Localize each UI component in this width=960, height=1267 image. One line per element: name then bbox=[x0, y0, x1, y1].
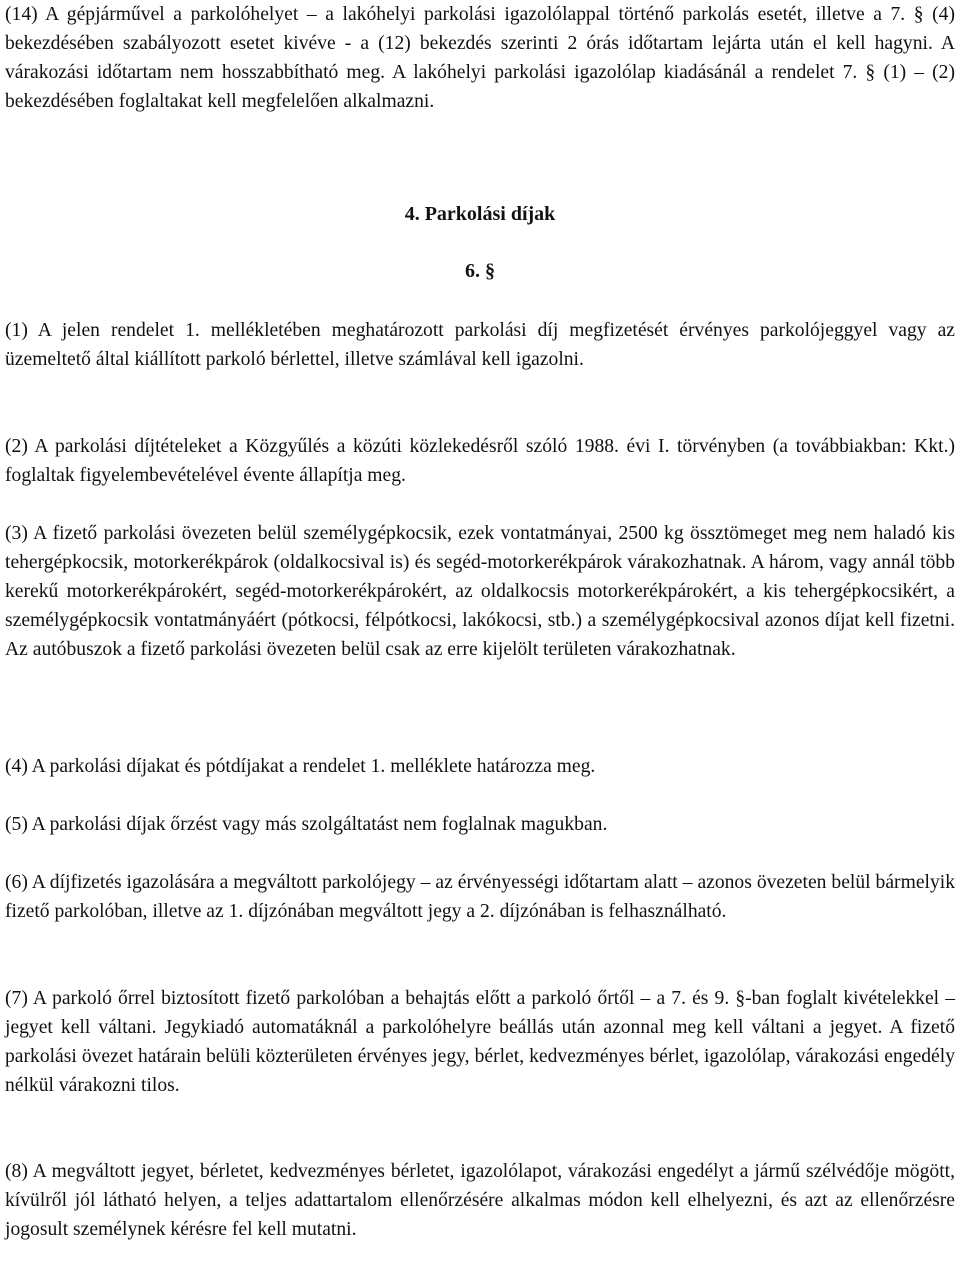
paragraph-4: (4) A parkolási díjakat és pótdíjakat a rendelet 1. melléklete határozza meg. bbox=[5, 756, 596, 777]
chapter-title: 4. Parkolási díjak bbox=[404, 203, 556, 225]
section-number: 6. § bbox=[465, 260, 495, 282]
paragraph-7: (7) A parkoló őrrel biztosított fizető parkolóban a behajtás előtt a parkoló őrtől – a 7. és 9. §-ban foglalt kivételekkel – jegyet kell váltani. Jegykiadó automatáknál a parkolóhelyre beállás után azonnal meg kell váltani a jegyet. A fizető parkolási övezet határain belüli közterületen érvényes jegy, bérlet, kedvezményes bérlet, igazolólap, várakozási engedély nélkül várakozni tilos. bbox=[5, 988, 955, 1096]
paragraph-3: (3) A fizető parkolási övezeten belül személygépkocsik, ezek vontatmányai, 2500 kg össztömeget meg nem haladó kis tehergépkocsik, motorkerékpárok (oldalkocsival is) és segéd-motorkerékpárok várakozhatnak. A három, vagy annál több kerekű motorkerékpárokért, segéd-motorkerékpárokért, az oldalkocsis motorkerékpárokért, a kis tehergépkocsikért, a személygépkocsik vontatmányáért (pótkocsi, félpótkocsi, lakókocsi, stb.) a személygépkocsival azonos díjat kell fizetni. Az autóbuszok a fizető parkolási övezeten belül csak az erre kijelölt területen várakozhatnak. bbox=[5, 523, 955, 660]
paragraph-2: (2) A parkolási díjtételeket a Közgyűlés a közúti közlekedésről szóló 1988. évi I. törvényben (a továbbiakban: Kkt.) foglaltak figyelembevételével évente állapítja meg. bbox=[5, 436, 955, 486]
intro-paragraph: (14) A gépjárművel a parkolóhelyet – a lakóhelyi parkolási igazolólappal történő parkolás esetét, illetve a 7. § (4) bekezdésében szabályozott esetet kivéve - a (12) bekezdés szerinti 2 órás időtartam lejárta után el kell hagyni. A várakozási időtartam nem hosszabbítható meg. A lakóhelyi parkolási igazolólap kiadásánál a rendelet 7. § (1) – (2) bekezdésében foglaltakat kell megfelelően alkalmazni. bbox=[5, 4, 955, 112]
paragraph-6: (6) A díjfizetés igazolására a megváltott parkolójegy – az érvényességi időtartam alatt – azonos övezeten belül bármelyik fizető parkolóban, illetve az 1. díjzónában megváltott jegy a 2. díjzónában is felhasználható. bbox=[5, 872, 955, 922]
paragraph-8: (8) A megváltott jegyet, bérletet, kedvezményes bérletet, igazolólapot, várakozási engedélyt a jármű szélvédője mögött, kívülről jól látható helyen, a teljes adattartalom ellenőrzésére alkalmas módon kell elhelyezni, és azt az ellenőrzésre jogosult személynek kérésre fel kell mutatni. bbox=[5, 1161, 955, 1240]
paragraph-5: (5) A parkolási díjak őrzést vagy más szolgáltatást nem foglalnak magukban. bbox=[5, 814, 608, 835]
paragraph-1: (1) A jelen rendelet 1. mellékletében meghatározott parkolási díj megfizetését érvényes parkolójeggyel vagy az üzemeltető által kiállított parkoló bérlettel, illetve számlával kell igazolni. bbox=[5, 320, 955, 370]
